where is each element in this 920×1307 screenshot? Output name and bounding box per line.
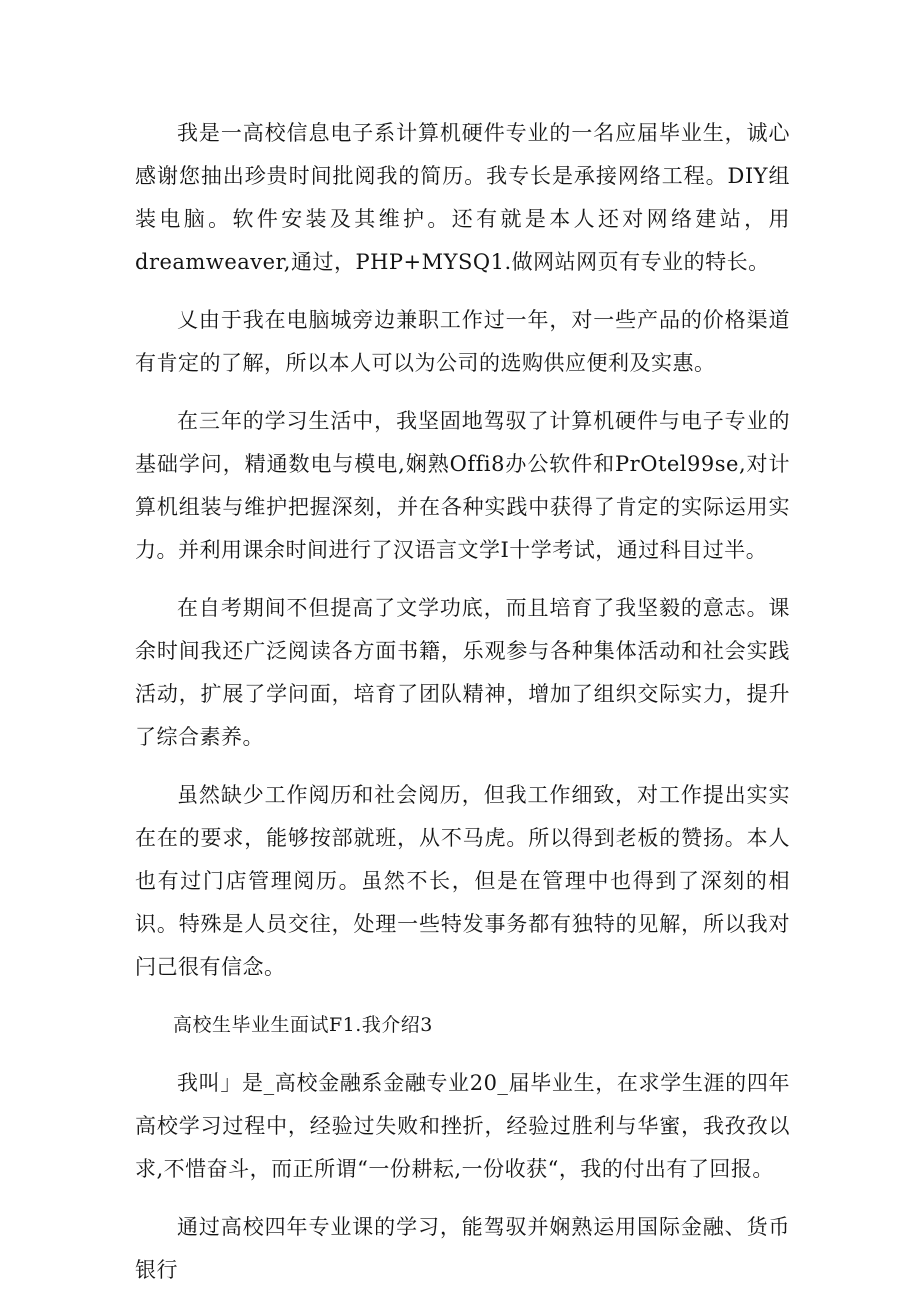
- paragraph: 虽然缺少工作阅历和社会阅历，但我工作细致，对工作提出实实在在的要求，能够按部就班，从不马虎。所以得到老板的赞扬。本人也有过门店管理阅历。虽然不长，但是在管理中也得到了深刻的相识。特殊是人员交往，处理一些特发事务都有独特的见解，所以我对闩己很有信念。: [135, 783, 790, 979]
- document-body: [135, 112, 790, 1307]
- paragraph: 通过高校四年专业课的学习，能驾驭并娴熟运用国际金融、货币银行: [135, 1215, 790, 1282]
- section-heading: 高校生毕业生面试F1.我介绍3: [173, 1014, 433, 1036]
- paragraph: 乂由于我在电脑城旁边兼职工作过一年，对一些产品的价格渠道有肯定的了解，所以本人可以为公司的选购供应便利及实惠。: [135, 308, 790, 375]
- paragraph: 我叫」是_高校金融系金融专业20_届毕业生，在求学生涯的四年高校学习过程中，经验过失败和挫折，经验过胜利与华蜜，我孜孜以求,不惜奋斗，而正所谓“一份耕耘,一份收获“，我的付出有了回报。: [135, 1071, 790, 1181]
- paragraph: 在三年的学习生活中，我坚固地驾驭了计算机硬件与电子专业的基础学问，精通数电与模电,娴熟Offi8办公软件和PrOtel99se,对计算机组装与维护把握深刻，并在各种实践中获得了肯定的实际运用实力。并利用课余时间进行了汉语言文学I十学考试，通过科目过半。: [135, 409, 790, 562]
- paragraph: 我是一高校信息电子系计算机硬件专业的一名应届毕业生，诚心感谢您抽出珍贵时间批阅我的简历。我专长是承接网络工程。DIY组装电脑。软件安装及其维护。还有就是本人还对网络建站，用dreamweaver,通过，PHP+MYSQ1.做网站网页有专业的特长。: [135, 121, 790, 274]
- paragraph: 在自考期间不但提高了文学功底，而且培育了我坚毅的意志。课余时间我还广泛阅读各方面书籍，乐观参与各种集体活动和社会实践活动，扩展了学问面，培育了团队精神，增加了组织交际实力，提升了综合素养。: [135, 596, 790, 749]
